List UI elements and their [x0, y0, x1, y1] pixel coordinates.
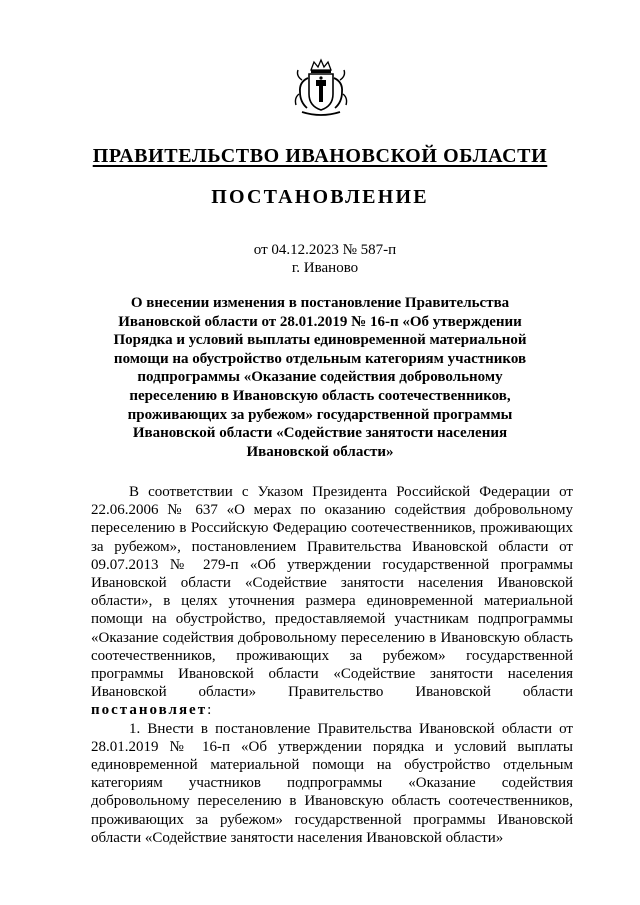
document-date-number: от 04.12.2023 № 587-п [253, 242, 397, 258]
decree-word: постановляет [91, 702, 208, 719]
document-city: г. Иваново [291, 260, 359, 276]
coat-of-arms-icon [290, 58, 352, 120]
preamble-paragraph [91, 483, 573, 720]
government-title: ПРАВИТЕЛЬСТВО ИВАНОВСКОЙ ОБЛАСТИ [92, 145, 548, 167]
item-1-paragraph: 1. Внести в постановление Правительства Ивановской области от 28.01.2019 № 16-п «Об утверждении порядка и условий выплаты единовременной материальной помощи на обустройство отдельным категориям участников подпрограммы «Оказание содействия добровольному переселению в Ивановскую область соотечественников, проживающих за рубежом» государственной программы Ивановской области «Содействие занятости населения Ивановской области» [91, 720, 573, 846]
preamble-text: В соответствии с Указом Президента Российской Федерации от 22.06.2006 № 637 «О мерах по оказанию содействия добровольному переселению в Российскую Федерацию соотечественников, проживающих за рубежом», постановлением Правительства Ивановской области от 09.07.2013 № 279-п «Об утверждении государственной программы Ивановской области «Содействие занятости населения Ивановской области», в целях уточнения размера единовременной материальной помощи на обустройство, предоставляемой участникам подпрограммы «Оказание содействия добровольному переселению в Ивановскую область соотечественников, проживающих за рубежом» государственной программы Ивановской области «Содействие занятости населения Ивановской области» Правительство Ивановской области [91, 484, 573, 701]
decree-colon: : [207, 702, 212, 719]
document-body [91, 483, 573, 847]
document-type-title: ПОСТАНОВЛЕНИЕ [211, 186, 429, 208]
document-subject: О внесении изменения в постановление Правительства Ивановской области от 28.01.2019 № 16-п «Об утверждении Порядка и условий выплаты единовременной материальной помощи на обустройство отдельным категориям участников подпрограммы «Оказание содействия добровольному переселению в Ивановскую область соотечественников, проживающих за рубежом» государственной программы Ивановской области «Содействие занятости населения Ивановской области» [113, 295, 527, 460]
